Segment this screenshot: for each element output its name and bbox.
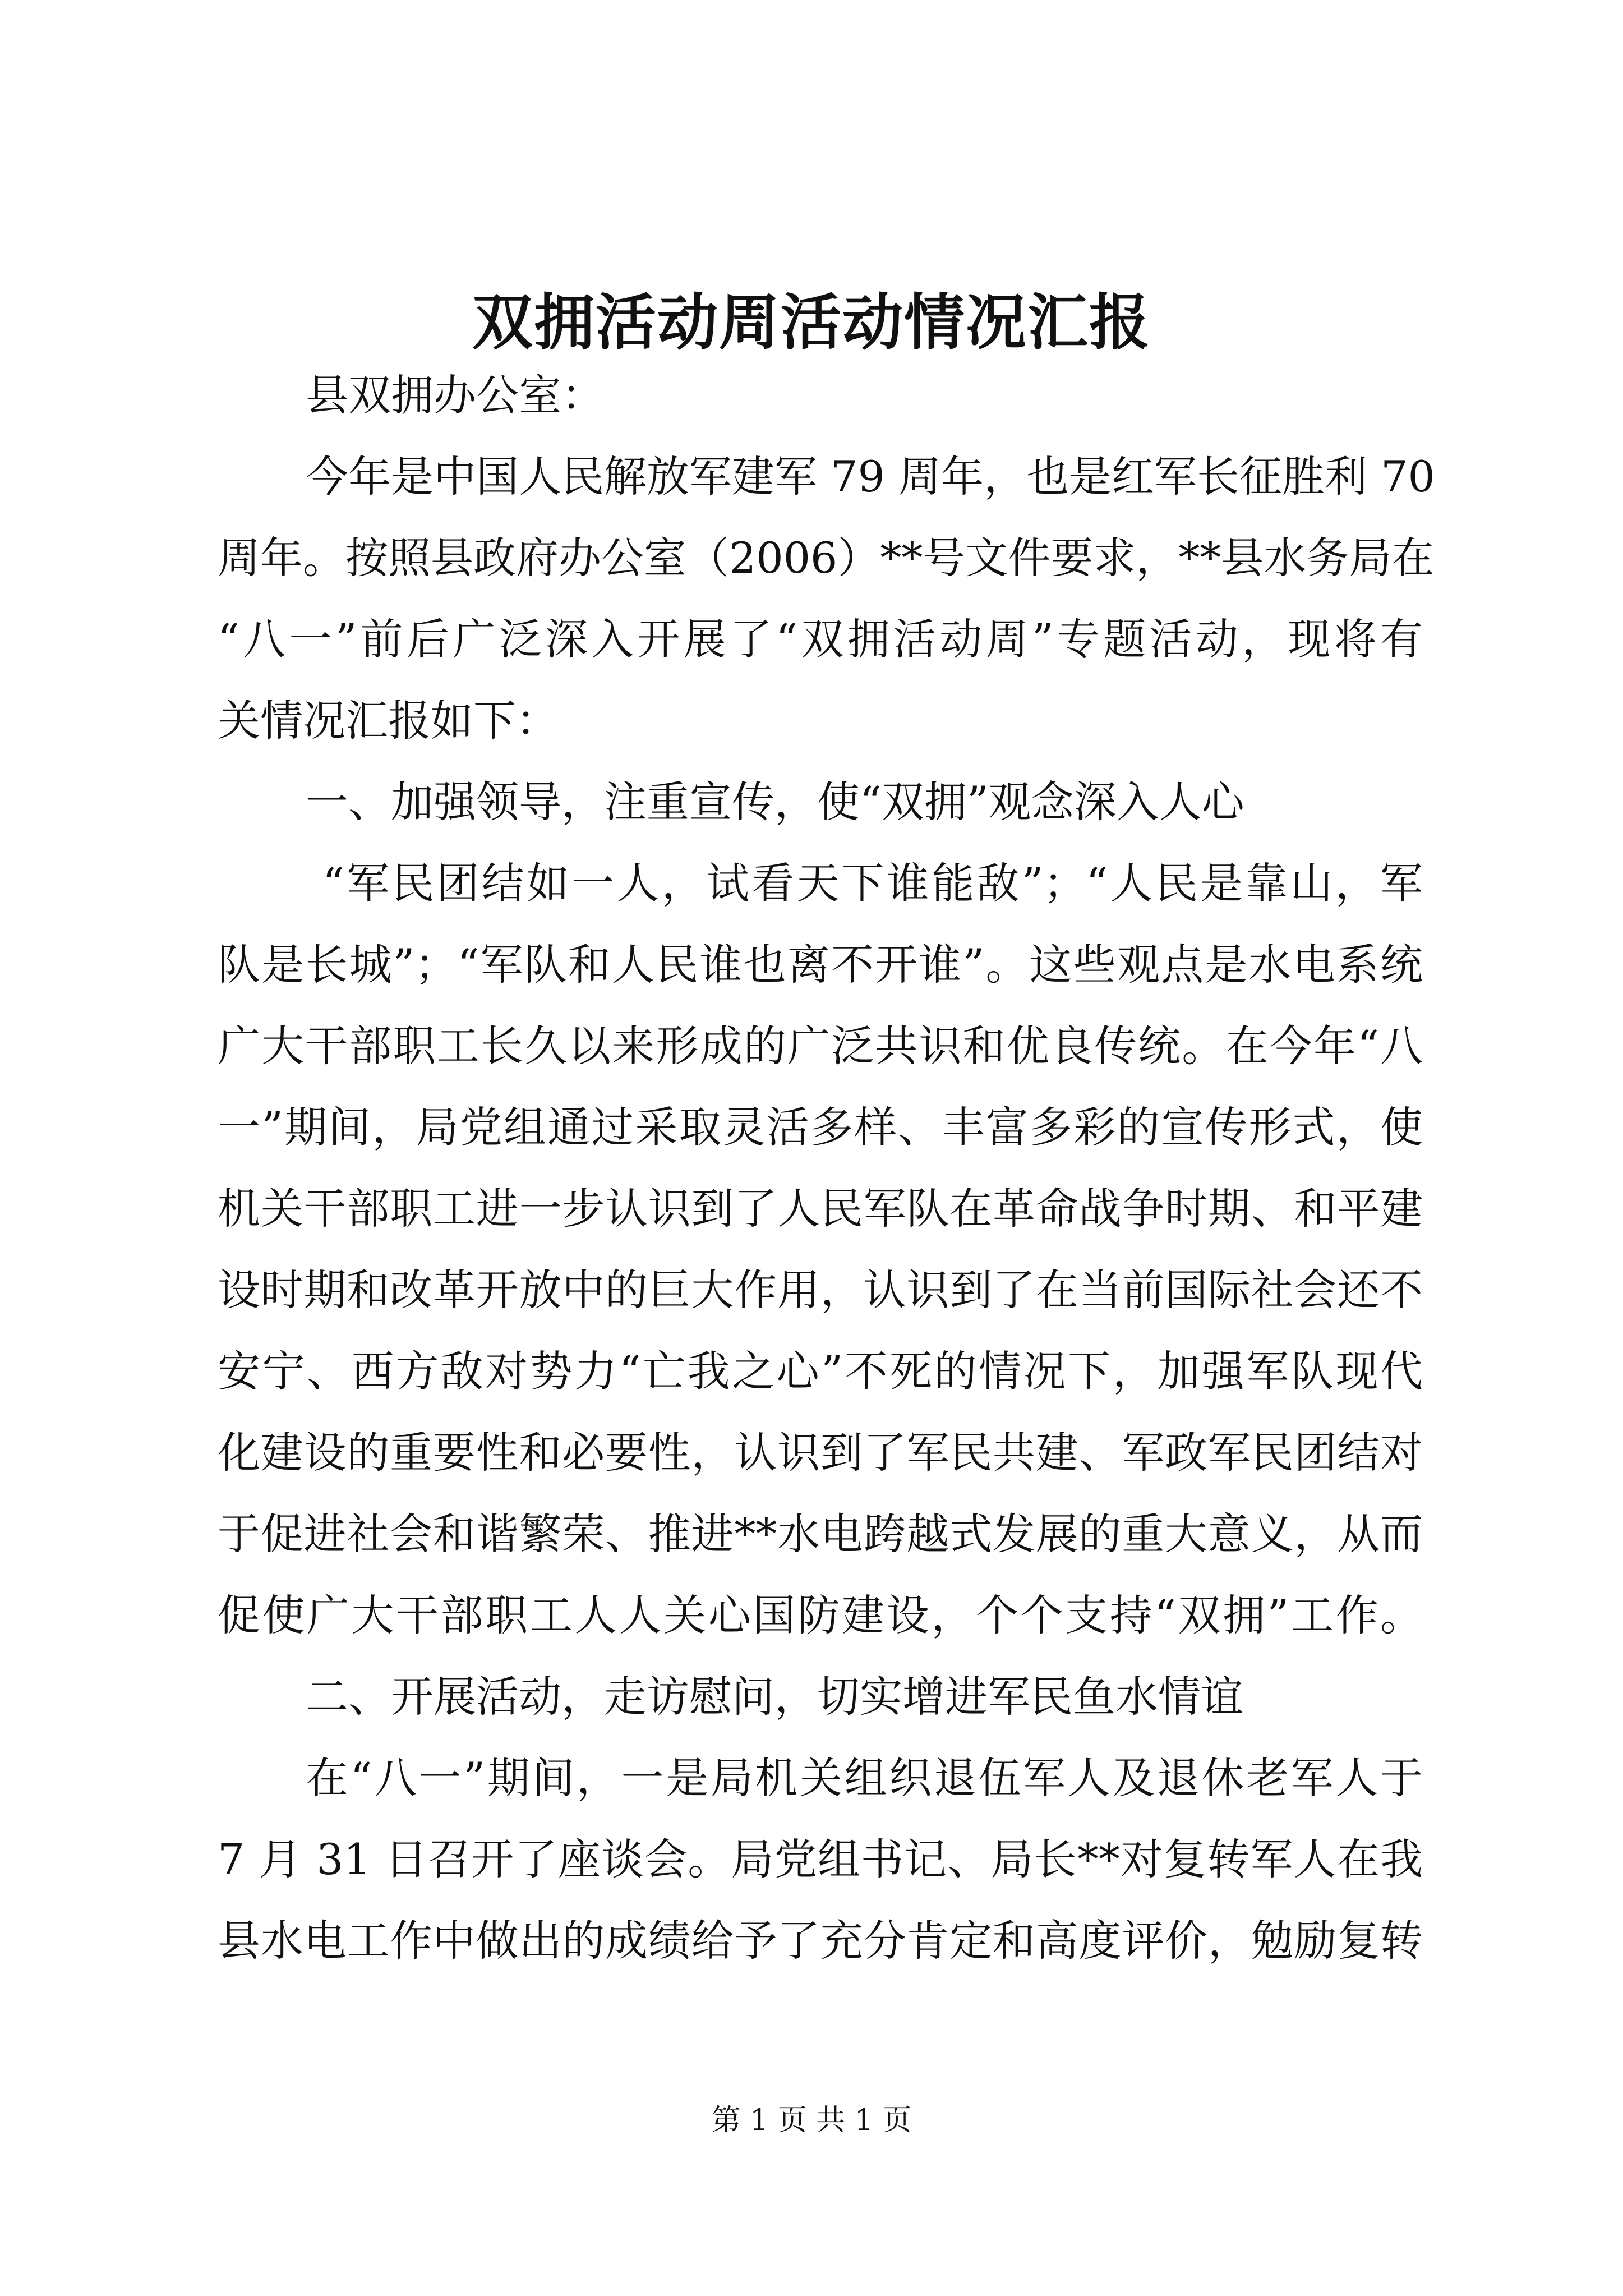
page-footer: 第 1 页 共 1 页 [711,2104,912,2137]
body-line: 安宁、西方敌对势力“亡我之心”不死的情况下，加强军队现代 [218,1346,1423,1396]
body-line: 在“八一”期间，一是局机关组织退伍军人及退休老军人于 [306,1753,1423,1803]
body-line: 化建设的重要性和必要性，认识到了军民共建、军政军民团结对 [218,1428,1423,1478]
document-title: 双拥活动周活动情况汇报 [472,287,1151,358]
body-line: “军民团结如一人，试看天下谁能敌”；“人民是靠山，军 [322,858,1423,908]
body-line: 广大干部职工长久以来形成的广泛共识和优良传统。在今年“八 [218,1021,1423,1071]
body-line: 7 月 31 日召开了座谈会。局党组书记、局长**对复转军人在我 [218,1834,1423,1884]
section-heading-1: 一、加强领导，注重宣传，使“双拥”观念深入人心 [306,777,1244,827]
salutation: 县双拥办公室： [306,370,604,420]
body-line: 县水电工作中做出的成绩给予了充分肯定和高度评价，勉励复转 [218,1916,1423,1966]
body-line: 于促进社会和谐繁荣、推进**水电跨越式发展的重大意义，从而 [218,1509,1423,1559]
body-line: 促使广大干部职工人人关心国防建设，个个支持“双拥”工作。 [218,1590,1423,1640]
body-line: 队是长城”；“军队和人民谁也离不开谁”。这些观点是水电系统 [218,940,1423,990]
body-line: 机关干部职工进一步认识到了人民军队在革命战争时期、和平建 [218,1184,1423,1234]
body-line: 设时期和改革开放中的巨大作用，认识到了在当前国际社会还不 [218,1265,1423,1315]
body-line: 一”期间，局党组通过采取灵活多样、丰富多彩的宣传形式，使 [218,1102,1423,1152]
section-heading-2: 二、开展活动，走访慰问，切实增进军民鱼水情谊 [306,1672,1243,1722]
body-line: 今年是中国人民解放军建军 79 周年，也是红军长征胜利 70 [306,452,1435,501]
body-line: 关情况汇报如下： [218,696,559,746]
body-line: “八一”前后广泛深入开展了“双拥活动周”专题活动，现将有 [218,614,1423,664]
body-line: 周年。按照县政府办公室（2006）**号文件要求，**县水务局在 [218,533,1435,583]
